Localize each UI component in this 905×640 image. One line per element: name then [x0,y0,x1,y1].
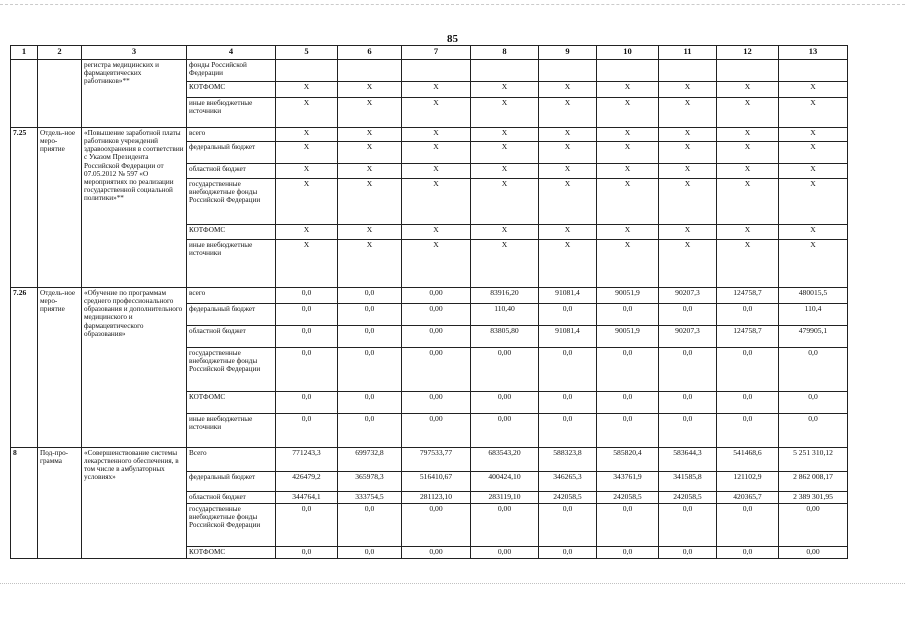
amount-cell: 124758,7 [717,288,779,304]
amount-cell: X [471,225,539,240]
amount-cell: 0,00 [471,504,539,547]
amount-cell: X [402,82,471,98]
amount-cell: 420365,7 [717,492,779,504]
amount-cell: 90051,9 [597,288,659,304]
amount-cell: X [539,128,597,142]
amount-cell: 683543,20 [471,448,539,472]
amount-cell: X [597,142,659,164]
amount-cell: 0,0 [539,348,597,392]
amount-cell: 110,4 [779,304,848,326]
amount-cell: X [402,240,471,288]
amount-cell: 110,40 [471,304,539,326]
amount-cell: X [659,225,717,240]
item-name: регистра медицинских и фармацевтических работников»** [82,60,187,128]
amount-cell: X [338,128,402,142]
funding-source: всего [187,128,276,142]
funding-source: КОТФОМС [187,547,276,559]
item-number [11,60,38,128]
amount-cell: 0,0 [338,414,402,448]
amount-cell: 0,0 [338,326,402,348]
amount-cell: X [471,128,539,142]
amount-cell: 5 251 310,12 [779,448,848,472]
amount-cell: 0,0 [338,547,402,559]
amount-cell: 0,0 [659,547,717,559]
amount-cell: X [717,240,779,288]
amount-cell: X [338,82,402,98]
amount-cell: X [659,179,717,225]
amount-cell: 0,00 [779,504,848,547]
amount-cell: 0,0 [717,414,779,448]
amount-cell: X [402,164,471,179]
amount-cell: 333754,5 [338,492,402,504]
amount-cell: 0,0 [338,348,402,392]
amount-cell: X [471,82,539,98]
amount-cell: 0,0 [659,348,717,392]
amount-cell [276,60,338,82]
amount-cell: X [539,142,597,164]
amount-cell: X [659,128,717,142]
item-kind: Отдель-ное меро-приятие [38,128,82,288]
amount-cell: 583644,3 [659,448,717,472]
amount-cell: 0,0 [779,392,848,414]
amount-cell: 0,0 [539,547,597,559]
amount-cell: X [597,128,659,142]
funding-source: КОТФОМС [187,82,276,98]
amount-cell: 797533,77 [402,448,471,472]
amount-cell: 0,00 [471,414,539,448]
amount-cell: X [597,82,659,98]
amount-cell: X [471,142,539,164]
amount-cell: 771243,3 [276,448,338,472]
amount-cell: 541468,6 [717,448,779,472]
amount-cell [471,60,539,82]
column-number: 5 [276,46,338,60]
funding-source: областной бюджет [187,492,276,504]
amount-cell: 0,0 [276,348,338,392]
column-number: 12 [717,46,779,60]
amount-cell: X [659,82,717,98]
amount-cell: 0,0 [597,392,659,414]
item-number: 7.26 [11,288,38,448]
amount-cell: 0,00 [402,504,471,547]
amount-cell: 365978,3 [338,472,402,492]
column-number: 1 [11,46,38,60]
table-row [11,288,848,304]
amount-cell: 91081,4 [539,288,597,304]
amount-cell: 283119,10 [471,492,539,504]
amount-cell: 0,0 [659,304,717,326]
amount-cell: 91081,4 [539,326,597,348]
amount-cell: 0,00 [402,304,471,326]
amount-cell: 0,0 [276,304,338,326]
amount-cell: 426479,2 [276,472,338,492]
amount-cell: X [276,179,338,225]
item-name: «Повышение заработной платы работников учреждений здравоохранения в соответствии с Указом Президента Российской Федерации от 07.05.2012 № 597 «О мероприятиях по реализации государственной социальной политики»** [82,128,187,288]
amount-cell: X [597,179,659,225]
amount-cell: X [597,240,659,288]
funding-source: федеральный бюджет [187,472,276,492]
amount-cell: 0,0 [539,304,597,326]
amount-cell: 0,00 [779,547,848,559]
amount-cell: 281123,10 [402,492,471,504]
column-number: 9 [539,46,597,60]
amount-cell: X [338,240,402,288]
amount-cell: 0,0 [539,414,597,448]
amount-cell: X [717,179,779,225]
amount-cell: X [338,142,402,164]
amount-cell: 0,0 [717,392,779,414]
column-number: 4 [187,46,276,60]
column-number: 3 [82,46,187,60]
amount-cell: 0,0 [717,547,779,559]
amount-cell: X [779,240,848,288]
amount-cell: X [539,98,597,128]
amount-cell: 242058,5 [659,492,717,504]
item-number: 7.25 [11,128,38,288]
amount-cell: 0,0 [779,348,848,392]
budget-table [10,45,848,559]
amount-cell [779,60,848,82]
amount-cell: 346265,3 [539,472,597,492]
amount-cell: 0,0 [276,547,338,559]
page-number: 85 [447,33,458,45]
amount-cell: X [779,128,848,142]
amount-cell: X [402,225,471,240]
amount-cell: 90207,3 [659,326,717,348]
amount-cell: 0,0 [276,288,338,304]
amount-cell: 0,00 [402,326,471,348]
amount-cell: X [539,179,597,225]
funding-source: иные внебюджетные источники [187,98,276,128]
amount-cell: 0,00 [402,288,471,304]
column-number: 8 [471,46,539,60]
amount-cell: X [276,164,338,179]
column-number-row [11,46,848,60]
amount-cell: X [539,164,597,179]
amount-cell: 90051,9 [597,326,659,348]
funding-source: всего [187,288,276,304]
amount-cell: 0,0 [539,392,597,414]
amount-cell: X [338,98,402,128]
amount-cell: 0,0 [597,504,659,547]
amount-cell: 0,0 [338,504,402,547]
amount-cell: 0,00 [471,392,539,414]
scan-edge-bottom [0,583,905,585]
amount-cell: X [659,98,717,128]
funding-source: иные внебюджетные источники [187,240,276,288]
amount-cell [402,60,471,82]
amount-cell: 588323,8 [539,448,597,472]
amount-cell: 0,00 [402,414,471,448]
funding-source: иные внебюджетные источники [187,414,276,448]
amount-cell: 0,00 [471,547,539,559]
amount-cell: X [338,225,402,240]
column-number: 6 [338,46,402,60]
amount-cell: X [471,179,539,225]
amount-cell: 124758,7 [717,326,779,348]
amount-cell: X [717,225,779,240]
amount-cell: 516410,67 [402,472,471,492]
amount-cell: 83916,20 [471,288,539,304]
item-name: «Совершенствование системы лекарственного обеспечения, в том числе в амбулаторных условиях» [82,448,187,559]
amount-cell: 0,00 [402,348,471,392]
amount-cell [717,60,779,82]
amount-cell: X [779,179,848,225]
item-kind: Отдель-ное меро-приятие [38,288,82,448]
amount-cell: X [276,82,338,98]
amount-cell: 344764,1 [276,492,338,504]
amount-cell: 0,00 [402,547,471,559]
amount-cell: X [779,164,848,179]
amount-cell: X [276,240,338,288]
amount-cell: 242058,5 [597,492,659,504]
amount-cell: 0,0 [597,547,659,559]
column-number: 2 [38,46,82,60]
amount-cell: 2 862 008,17 [779,472,848,492]
amount-cell: 0,0 [338,288,402,304]
amount-cell: X [659,142,717,164]
amount-cell: 0,0 [717,504,779,547]
funding-source: государственные внебюджетные фонды Российской Федерации [187,504,276,547]
amount-cell: X [779,82,848,98]
amount-cell: X [539,240,597,288]
item-kind [38,60,82,128]
amount-cell: X [402,179,471,225]
amount-cell: X [402,142,471,164]
amount-cell: X [338,164,402,179]
column-number: 10 [597,46,659,60]
item-name: «Обучение по программам среднего профессионального образования и дополнительного медицинского и фармацевтического образования» [82,288,187,448]
amount-cell: 0,0 [338,304,402,326]
amount-cell: X [717,82,779,98]
amount-cell: 0,0 [276,392,338,414]
amount-cell: X [471,98,539,128]
amount-cell: X [779,98,848,128]
amount-cell: 0,0 [597,304,659,326]
amount-cell: 0,0 [659,392,717,414]
amount-cell: X [779,142,848,164]
amount-cell: X [597,225,659,240]
table-row [11,448,848,472]
amount-cell: 699732,8 [338,448,402,472]
funding-source: областной бюджет [187,326,276,348]
amount-cell: 585820,4 [597,448,659,472]
amount-cell: 242058,5 [539,492,597,504]
table-row [11,128,848,142]
amount-cell: X [471,164,539,179]
amount-cell: X [276,98,338,128]
funding-source: КОТФОМС [187,392,276,414]
amount-cell: 0,0 [539,504,597,547]
amount-cell: 0,0 [659,504,717,547]
amount-cell: 480015,5 [779,288,848,304]
item-number: 8 [11,448,38,559]
amount-cell: X [779,225,848,240]
amount-cell [338,60,402,82]
amount-cell [659,60,717,82]
amount-cell: 0,0 [597,348,659,392]
amount-cell: X [717,98,779,128]
amount-cell: 0,0 [597,414,659,448]
table-row [11,60,848,82]
amount-cell: 479905,1 [779,326,848,348]
amount-cell: 0,0 [717,348,779,392]
scan-edge-top [0,4,905,6]
funding-source: Всего [187,448,276,472]
column-number: 13 [779,46,848,60]
amount-cell: X [276,128,338,142]
amount-cell: 0,0 [276,326,338,348]
amount-cell: X [717,142,779,164]
amount-cell: X [659,240,717,288]
funding-source: КОТФОМС [187,225,276,240]
amount-cell: X [717,164,779,179]
amount-cell [597,60,659,82]
amount-cell: 0,0 [338,392,402,414]
amount-cell: X [539,82,597,98]
amount-cell: 0,00 [471,348,539,392]
amount-cell: 0,0 [717,304,779,326]
funding-source: государственные внебюджетные фонды Российской Федерации [187,348,276,392]
amount-cell: 400424,10 [471,472,539,492]
amount-cell: X [597,164,659,179]
amount-cell: X [402,128,471,142]
item-kind: Под-про-грамма [38,448,82,559]
amount-cell: 343761,9 [597,472,659,492]
funding-source: фонды Российской Федерации [187,60,276,82]
amount-cell: X [597,98,659,128]
amount-cell: X [276,225,338,240]
amount-cell [539,60,597,82]
amount-cell: 0,0 [779,414,848,448]
funding-source: федеральный бюджет [187,304,276,326]
amount-cell: X [659,164,717,179]
amount-cell: 90207,3 [659,288,717,304]
amount-cell: X [402,98,471,128]
amount-cell: 83805,80 [471,326,539,348]
amount-cell: X [717,128,779,142]
amount-cell: X [539,225,597,240]
funding-source: федеральный бюджет [187,142,276,164]
amount-cell: 0,0 [276,504,338,547]
amount-cell: 2 389 301,95 [779,492,848,504]
amount-cell: 0,0 [659,414,717,448]
amount-cell: X [276,142,338,164]
amount-cell: X [338,179,402,225]
column-number: 7 [402,46,471,60]
column-number: 11 [659,46,717,60]
funding-source: государственные внебюджетные фонды Российской Федерации [187,179,276,225]
amount-cell: 341585,8 [659,472,717,492]
amount-cell: 121102,9 [717,472,779,492]
funding-source: областной бюджет [187,164,276,179]
amount-cell: 0,0 [276,414,338,448]
amount-cell: 0,00 [402,392,471,414]
amount-cell: X [471,240,539,288]
